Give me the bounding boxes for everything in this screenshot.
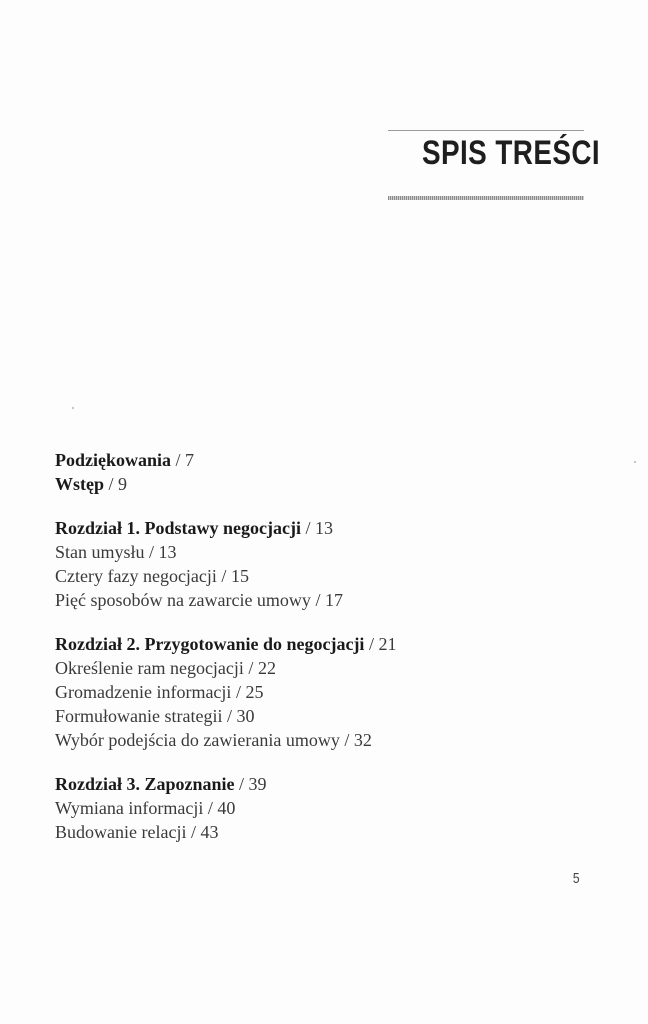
toc-entry-page: 13 bbox=[314, 518, 333, 538]
toc-entry bbox=[55, 796, 535, 820]
toc-separator: / bbox=[234, 774, 249, 794]
page-number: 5 bbox=[572, 870, 580, 887]
toc-entry-page: 21 bbox=[378, 634, 397, 654]
toc-entry-title: Podziękowania bbox=[55, 450, 172, 470]
toc-entry bbox=[55, 564, 535, 588]
toc-entry bbox=[55, 588, 535, 612]
toc-separator: / bbox=[310, 590, 325, 610]
toc-separator: / bbox=[339, 730, 354, 750]
toc-separator: / bbox=[144, 542, 159, 562]
toc-separator: / bbox=[171, 450, 186, 470]
toc-entry-page: 32 bbox=[353, 730, 372, 750]
toc-separator: / bbox=[243, 658, 258, 678]
toc-entry-title: Pięć sposobów na zawarcie umowy bbox=[55, 590, 311, 610]
toc-entry-title: Rozdział 1. Podstawy negocjacji bbox=[55, 518, 301, 538]
toc-entry-title: Formułowanie strategii bbox=[55, 706, 223, 726]
toc-entry-page: 40 bbox=[217, 798, 236, 818]
section-gap bbox=[55, 752, 535, 772]
toc-separator: / bbox=[104, 474, 119, 494]
toc-entry-front bbox=[55, 448, 535, 472]
toc-entry bbox=[55, 540, 535, 564]
toc-entry-title: Określenie ram negocjacji bbox=[55, 658, 244, 678]
toc-entry-title: Rozdział 2. Przygotowanie do negocjacji bbox=[55, 634, 365, 654]
toc-separator: / bbox=[222, 706, 237, 726]
toc-chapter-heading bbox=[55, 516, 535, 540]
toc-separator: / bbox=[186, 822, 201, 842]
toc-entry-title: Stan umysłu bbox=[55, 542, 145, 562]
toc-entry bbox=[55, 704, 535, 728]
table-of-contents bbox=[55, 448, 535, 844]
toc-entry-page: 25 bbox=[245, 682, 264, 702]
toc-entry bbox=[55, 680, 535, 704]
toc-entry-page: 17 bbox=[324, 590, 343, 610]
toc-entry-title: Wymiana informacji bbox=[55, 798, 204, 818]
title-top-rule bbox=[388, 130, 584, 131]
toc-separator: / bbox=[364, 634, 379, 654]
toc-separator: / bbox=[300, 518, 315, 538]
scan-speck bbox=[72, 407, 74, 409]
toc-entry-page: 30 bbox=[236, 706, 255, 726]
scan-speck bbox=[634, 461, 636, 463]
toc-entry-title: Budowanie relacji bbox=[55, 822, 187, 842]
toc-entry bbox=[55, 656, 535, 680]
toc-entry-page: 7 bbox=[185, 450, 195, 470]
toc-entry-page: 9 bbox=[118, 474, 128, 494]
section-gap bbox=[55, 496, 535, 516]
toc-separator: / bbox=[216, 566, 231, 586]
toc-entry-page: 39 bbox=[248, 774, 267, 794]
toc-entry bbox=[55, 728, 535, 752]
toc-chapter-heading bbox=[55, 772, 535, 796]
toc-entry-title: Rozdział 3. Zapoznanie bbox=[55, 774, 235, 794]
toc-entry-title: Wybór podejścia do zawierania umowy bbox=[55, 730, 340, 750]
toc-entry-page: 15 bbox=[230, 566, 249, 586]
toc-chapter-heading bbox=[55, 632, 535, 656]
section-gap bbox=[55, 612, 535, 632]
toc-separator: / bbox=[231, 682, 246, 702]
title-bottom-rule bbox=[388, 196, 584, 200]
toc-entry-page: 13 bbox=[158, 542, 177, 562]
toc-entry bbox=[55, 820, 535, 844]
toc-entry-title: Wstęp bbox=[55, 474, 104, 494]
toc-entry-title: Gromadzenie informacji bbox=[55, 682, 232, 702]
toc-entry-page: 22 bbox=[257, 658, 276, 678]
page-title: SPIS TREŚCI bbox=[422, 134, 601, 172]
toc-separator: / bbox=[203, 798, 218, 818]
toc-entry-front bbox=[55, 472, 535, 496]
toc-entry-title: Cztery fazy negocjacji bbox=[55, 566, 217, 586]
toc-entry-page: 43 bbox=[200, 822, 219, 842]
